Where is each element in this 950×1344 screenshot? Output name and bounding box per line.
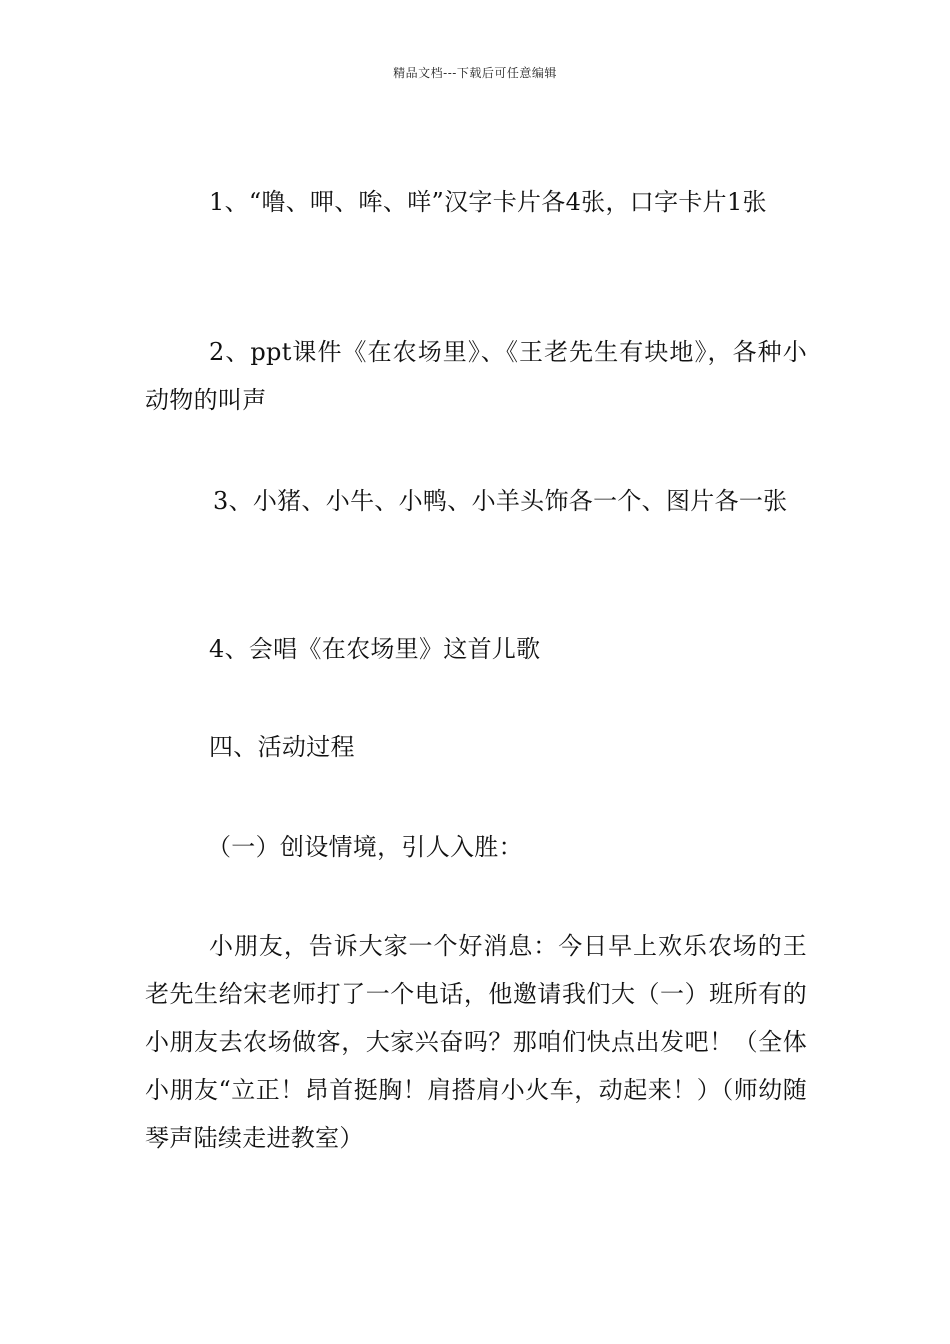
page-header: 精品文档---下载后可任意编辑: [393, 66, 557, 80]
activity-paragraph: 小朋友，告诉大家一个好消息：今日早上欢乐农场的王老先生给宋老师打了一个电话，他邀请我们大（一）班所有的小朋友去农场做客，大家兴奋吗？那咱们快点出发吧！（全体小朋友“立正！昂首挺胸！肩搭肩小火车，动起来！）（师幼随琴声陆续走进教室）: [145, 932, 807, 1152]
materials-item-2: 2、ppt课件《在农场里》、《王老先生有块地》，各种小动物的叫声: [145, 338, 807, 414]
section-heading: 四、活动过程: [209, 733, 355, 761]
materials-item-4: 4、会唱《在农场里》这首儿歌: [209, 635, 541, 663]
materials-item-3: 3、小猪、小牛、小鸭、小羊头饰各一个、图片各一张: [213, 487, 788, 515]
subsection-heading: （一）创设情境，引人入胜：: [207, 833, 523, 861]
materials-item-1: 1、“噜、呷、哞、咩”汉字卡片各4张，口字卡片1张: [209, 188, 767, 216]
